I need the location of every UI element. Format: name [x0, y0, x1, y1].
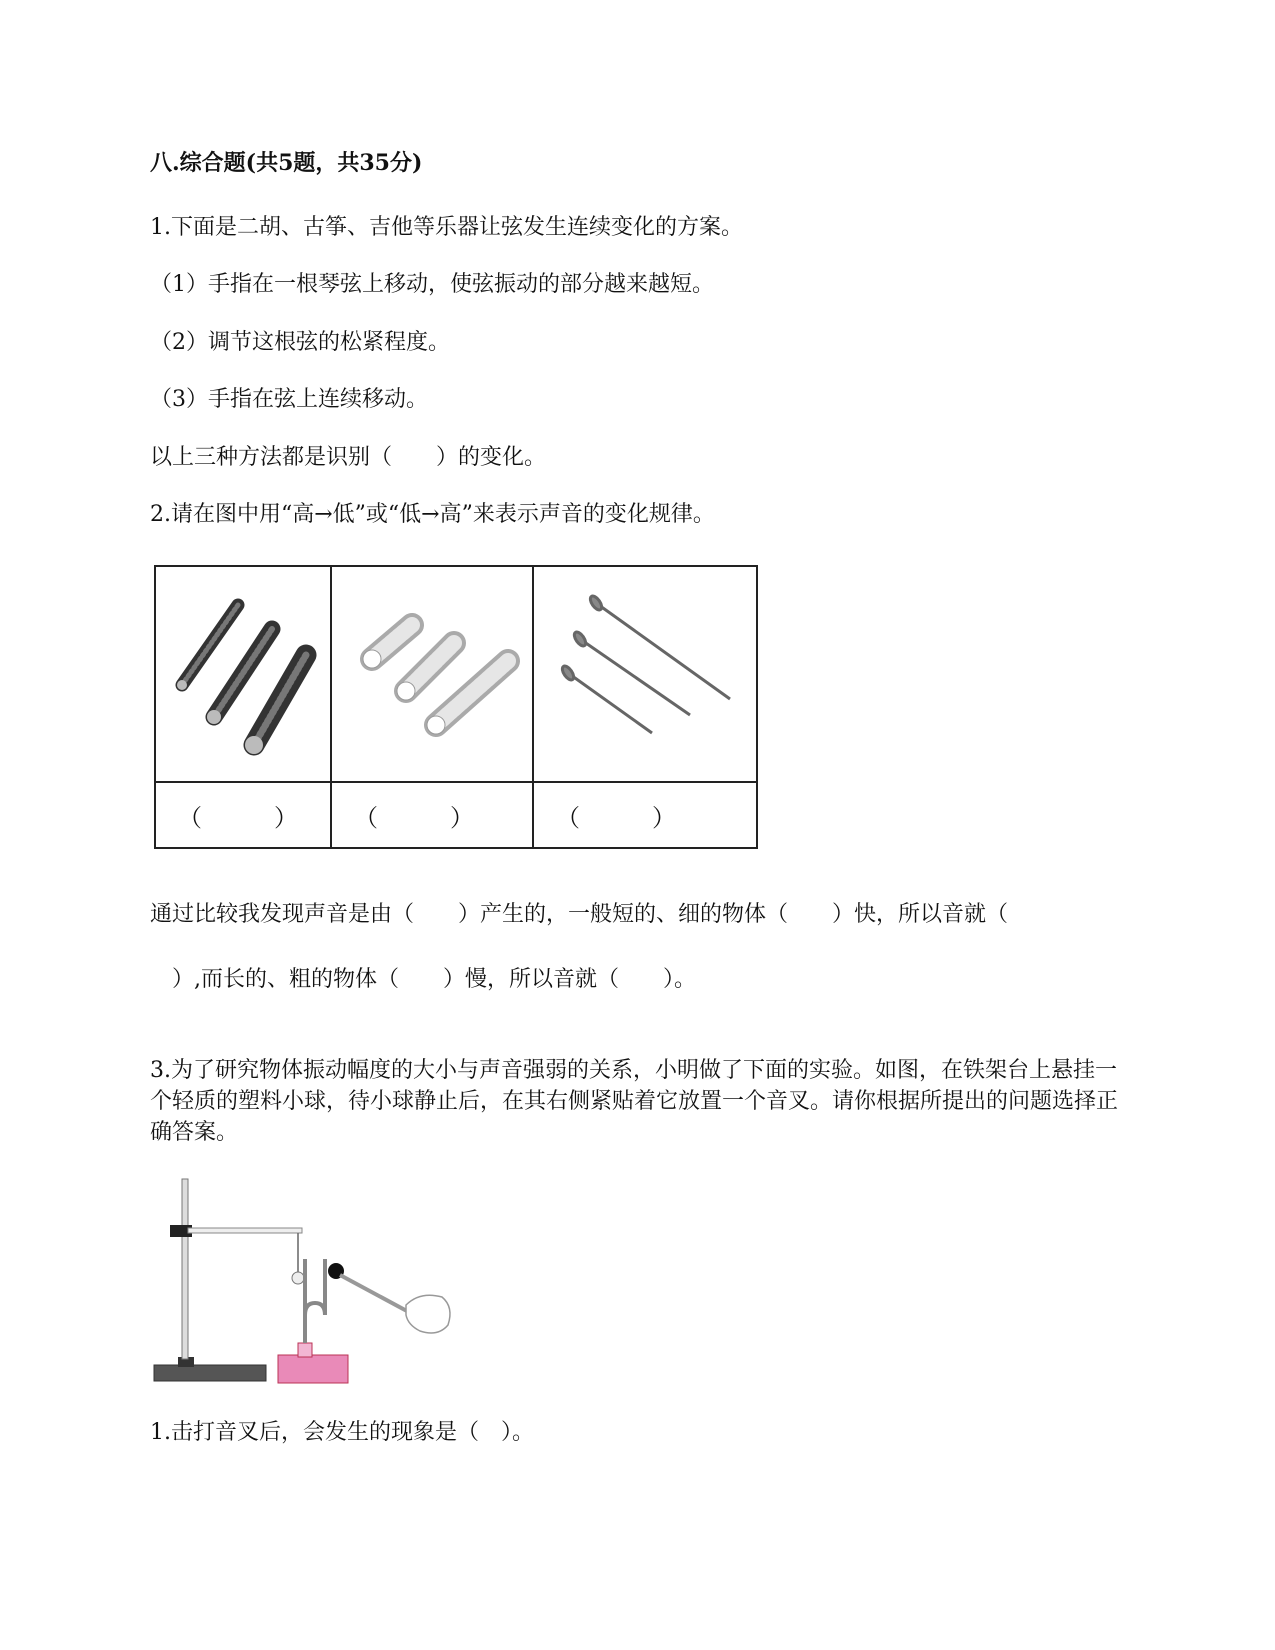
q1-item-1: （1）手指在一根琴弦上移动，使弦振动的部分越来越短。: [150, 272, 714, 297]
answer-blank-3: （ ）: [556, 803, 676, 832]
tuning-fork-figure: [150, 1175, 470, 1399]
q1-item-3: （3）手指在弦上连续移动。: [150, 387, 428, 412]
answer-cell-3: [533, 782, 757, 848]
section-title: 八.综合题(共5题，共35分): [150, 150, 423, 176]
light-tubes-cell: [331, 566, 533, 782]
answer-cell-1: [155, 782, 331, 848]
q2-fill-line-2: ）,而长的、粗的物体（ ）慢，所以音就（ ）。: [150, 967, 696, 992]
answer-cell-2: [331, 782, 533, 848]
q3-stem: 3.为了研究物体振动幅度的大小与声音强弱的关系，小明做了下面的实验。如图，在铁架台上悬挂一个轻质的塑料小球，待小球静止后，在其右侧紧贴着它放置一个音叉。请你根据所提出的问题选择正确答案。: [150, 1058, 1119, 1145]
q2-stem: 2.请在图中用“高→低”或“低→高”来表示声音的变化规律。: [150, 502, 715, 527]
q2-fill-line-1: 通过比较我发现声音是由（ ）产生的，一般短的、细的物体（ ）快，所以音就（: [150, 902, 1009, 927]
answer-blank-2: （ ）: [354, 803, 474, 832]
q1-stem: 1.下面是二胡、古筝、吉他等乐器让弦发生连续变化的方案。: [150, 215, 743, 240]
nails-cell: [533, 566, 757, 782]
q2-table: [154, 565, 758, 849]
iron-stand-ball-tuning-fork-image: [150, 1175, 470, 1395]
q3-sub-question-1: 1.击打音叉后，会发生的现象是（ ）。: [150, 1420, 534, 1445]
q1-item-2: （2）调节这根弦的松紧程度。: [150, 330, 450, 355]
answer-blank-1: （ ）: [178, 803, 298, 832]
light-tubes-image: [332, 567, 532, 777]
dark-tubes-cell: [155, 566, 331, 782]
dark-tubes-image: [156, 567, 330, 777]
q1-conclusion: 以上三种方法都是识别（ ）的变化。: [150, 445, 547, 470]
nails-image: [534, 567, 756, 777]
